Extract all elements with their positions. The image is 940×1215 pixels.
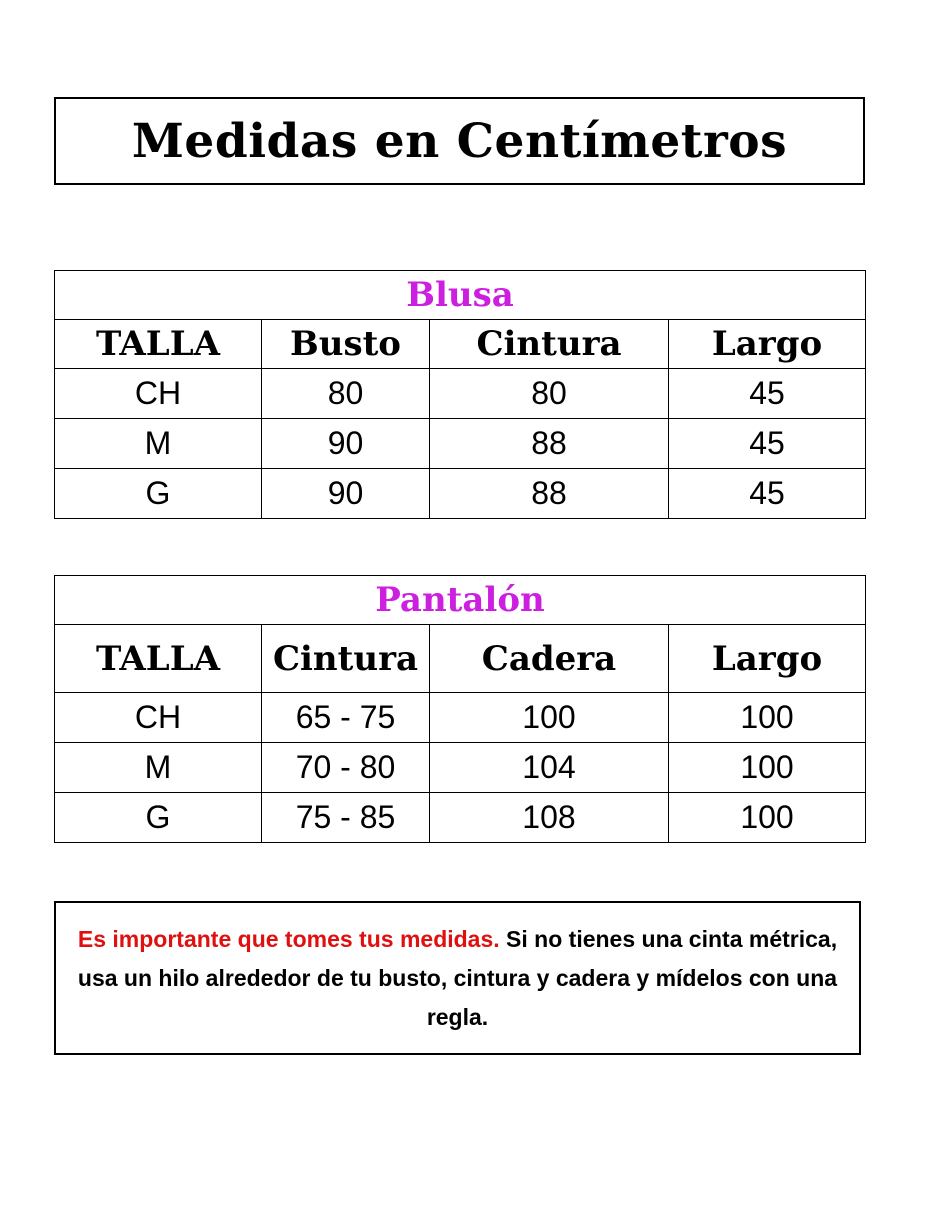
cadera-cell: 104 bbox=[430, 743, 669, 793]
page-title-box bbox=[54, 97, 865, 185]
size-cell: CH bbox=[55, 693, 262, 743]
cintura-cell: 88 bbox=[430, 469, 669, 519]
blusa-size-table bbox=[54, 270, 866, 519]
pantalon-table-title: Pantalón bbox=[55, 576, 866, 625]
size-cell: G bbox=[55, 469, 262, 519]
pantalon-size-table bbox=[54, 575, 866, 843]
column-header-talla: TALLA bbox=[55, 320, 262, 369]
column-header-cintura: Cintura bbox=[262, 625, 430, 693]
busto-cell: 90 bbox=[262, 419, 430, 469]
column-header-busto: Busto bbox=[262, 320, 430, 369]
busto-cell: 80 bbox=[262, 369, 430, 419]
size-cell: M bbox=[55, 419, 262, 469]
busto-cell: 90 bbox=[262, 469, 430, 519]
largo-cell: 45 bbox=[669, 369, 866, 419]
cadera-cell: 100 bbox=[430, 693, 669, 743]
column-header-cadera: Cadera bbox=[430, 625, 669, 693]
blusa-table-title: Blusa bbox=[55, 271, 866, 320]
column-header-talla: TALLA bbox=[55, 625, 262, 693]
column-header-largo: Largo bbox=[669, 625, 866, 693]
cintura-cell: 70 - 80 bbox=[262, 743, 430, 793]
cintura-cell: 65 - 75 bbox=[262, 693, 430, 743]
page-title: Medidas en Centímetros bbox=[131, 113, 788, 169]
table-row bbox=[55, 793, 866, 843]
cintura-cell: 75 - 85 bbox=[262, 793, 430, 843]
largo-cell: 45 bbox=[669, 419, 866, 469]
cintura-cell: 80 bbox=[430, 369, 669, 419]
measurement-note-box bbox=[54, 901, 861, 1055]
cintura-cell: 88 bbox=[430, 419, 669, 469]
size-cell: G bbox=[55, 793, 262, 843]
table-row bbox=[55, 469, 866, 519]
largo-cell: 45 bbox=[669, 469, 866, 519]
column-header-largo: Largo bbox=[669, 320, 866, 369]
table-row bbox=[55, 369, 866, 419]
table-row bbox=[55, 693, 866, 743]
largo-cell: 100 bbox=[669, 743, 866, 793]
note-highlight: Es importante que tomes tus medidas. bbox=[77, 925, 500, 952]
column-header-cintura: Cintura bbox=[430, 320, 669, 369]
size-cell: CH bbox=[55, 369, 262, 419]
largo-cell: 100 bbox=[669, 793, 866, 843]
measurement-note bbox=[76, 920, 839, 1037]
size-cell: M bbox=[55, 743, 262, 793]
note-body: Si no tienes una cinta métrica, usa un hilo alrededor de tu busto, cintura y cadera y mídelos con una regla. bbox=[77, 925, 838, 1030]
table-row bbox=[55, 743, 866, 793]
largo-cell: 100 bbox=[669, 693, 866, 743]
cadera-cell: 108 bbox=[430, 793, 669, 843]
table-row bbox=[55, 419, 866, 469]
